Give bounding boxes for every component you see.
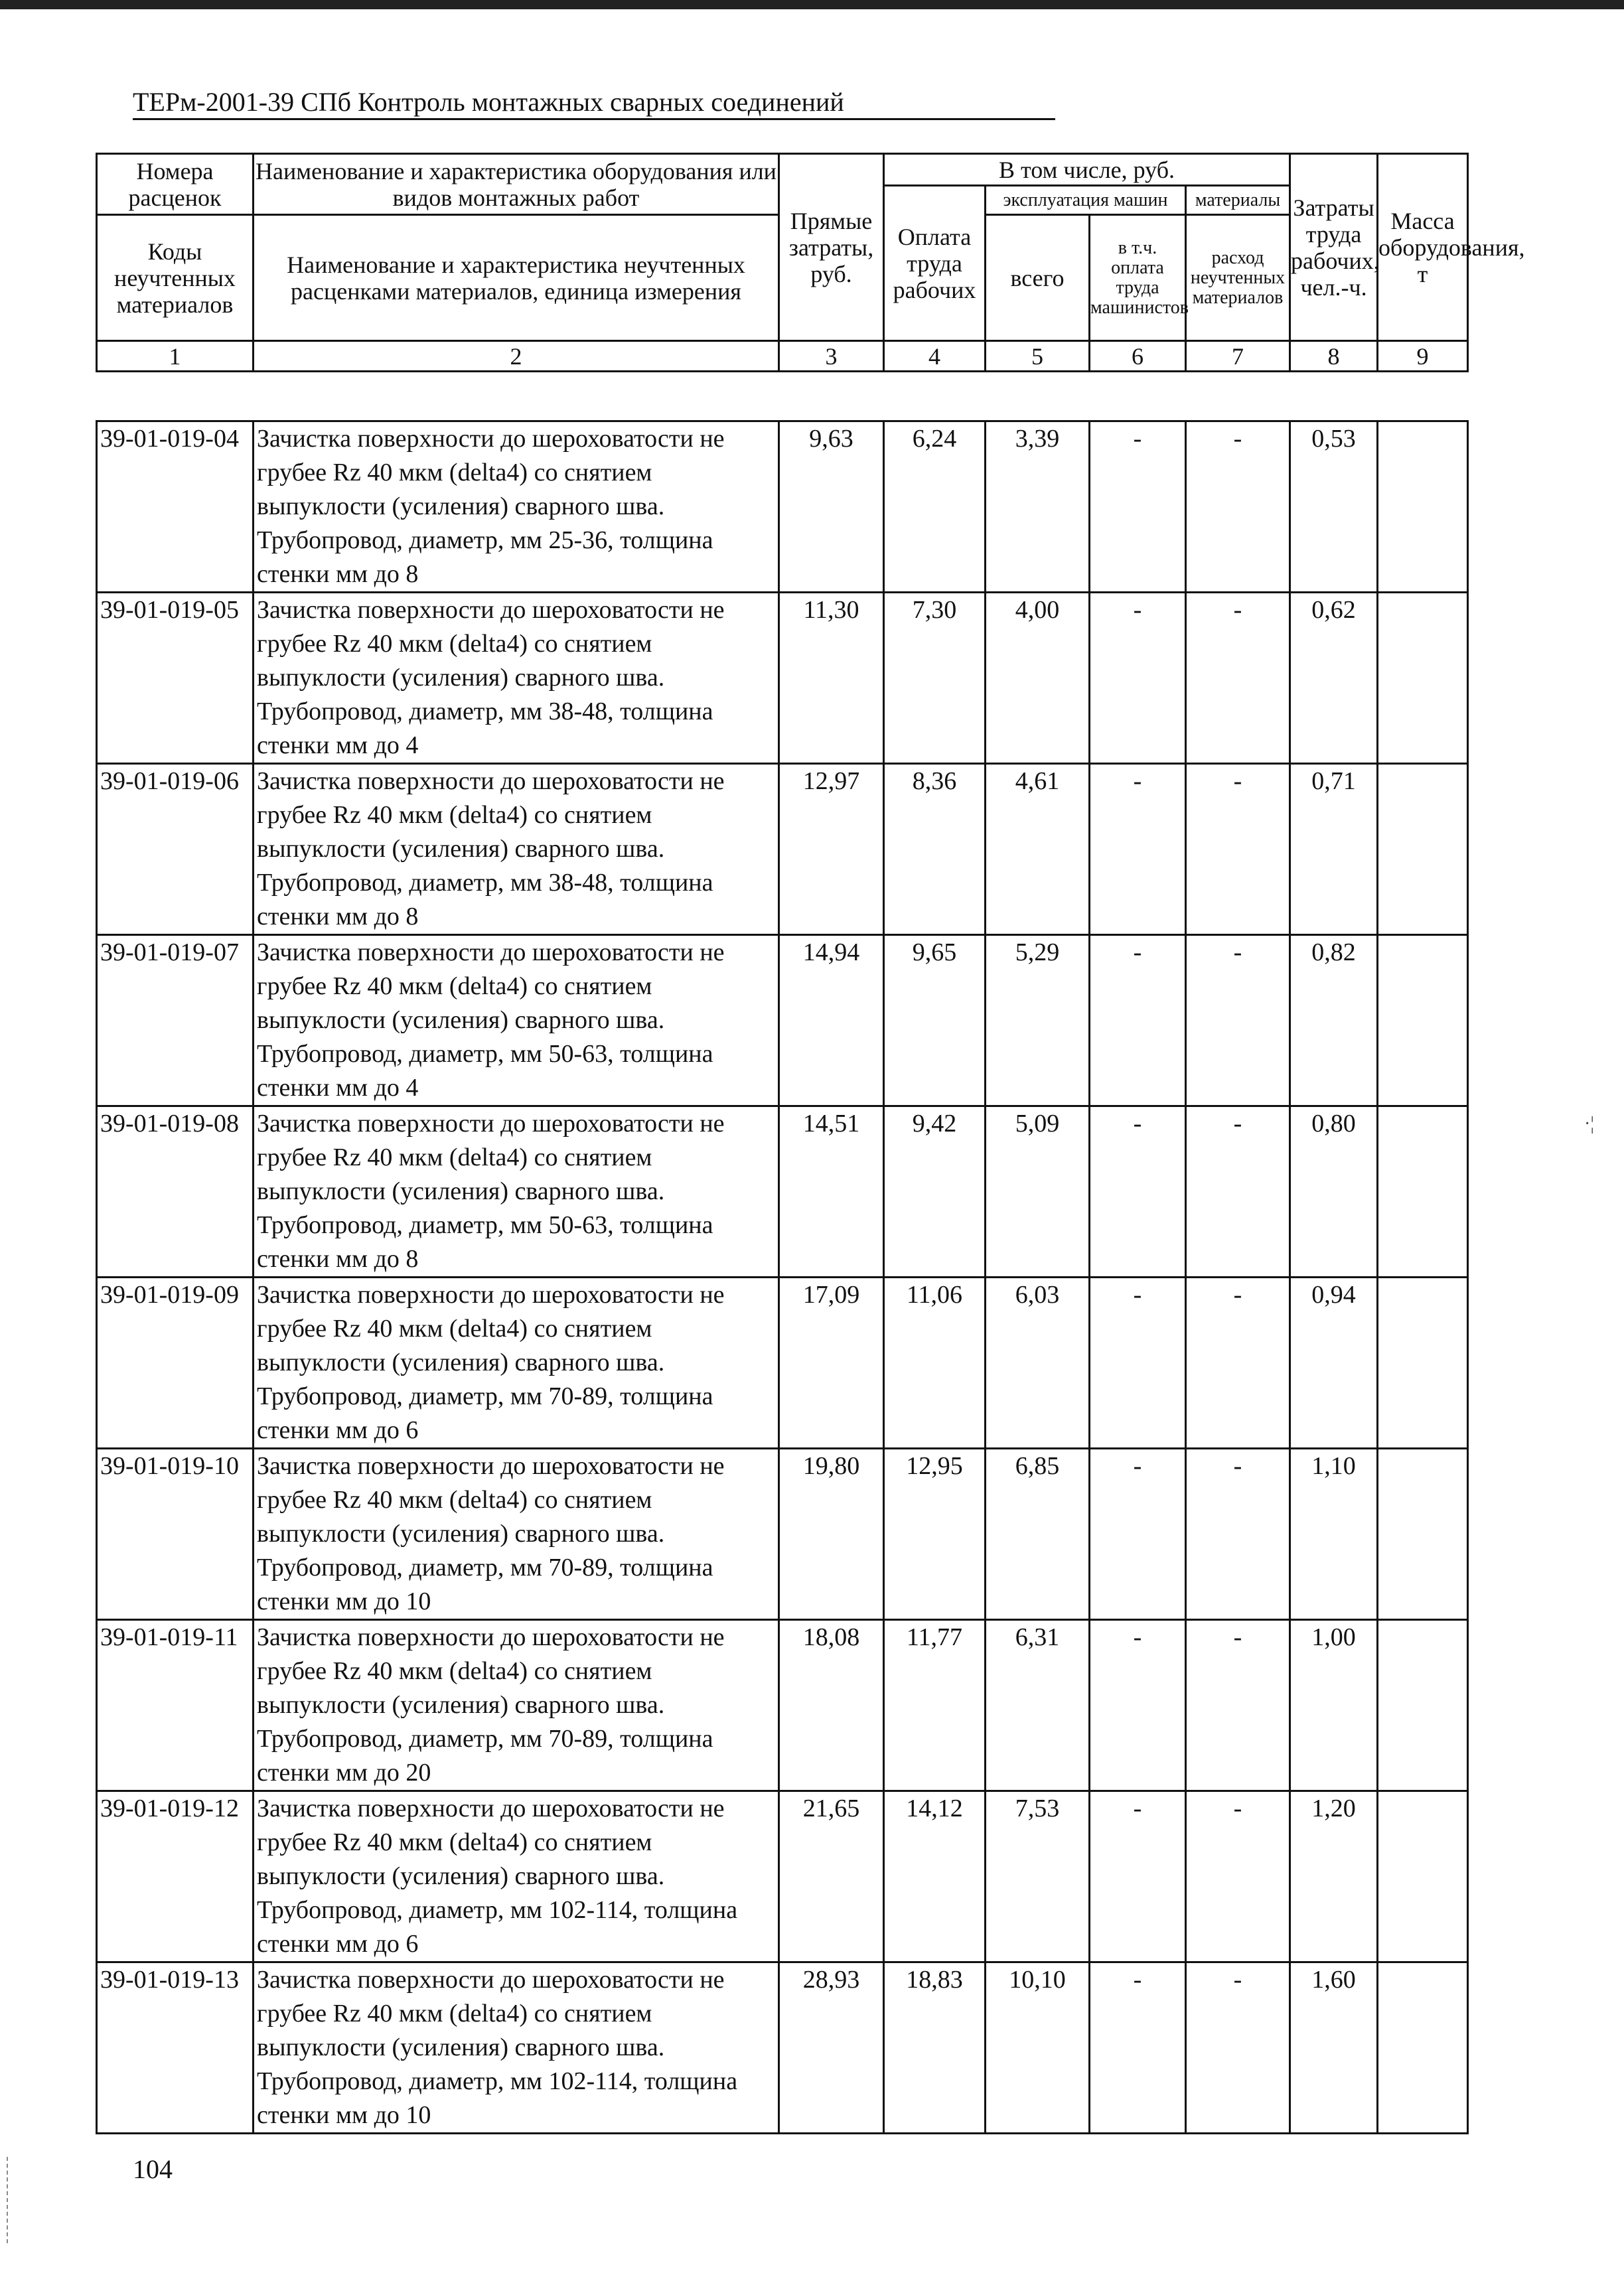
cell-materials: - — [1186, 1278, 1290, 1449]
cell-direct: 19,80 — [779, 1449, 884, 1620]
col-number: 2 — [254, 341, 779, 372]
col-number: 8 — [1290, 341, 1378, 372]
cell-materials: - — [1186, 1106, 1290, 1278]
cell-materials: - — [1186, 593, 1290, 764]
cell-operators: - — [1090, 421, 1186, 593]
cell-operators: - — [1090, 1278, 1186, 1449]
cell-hours: 1,10 — [1290, 1449, 1378, 1620]
col-number: 6 — [1090, 341, 1186, 372]
cell-labor: 18,83 — [884, 1962, 986, 2134]
cell-materials: - — [1186, 1791, 1290, 1962]
col-number: 9 — [1378, 341, 1468, 372]
cell-desc: Зачистка поверхности до шероховатости не грубее Rz 40 мкм (delta4) со снятием выпуклости (усиления) сварного шва. Трубопровод, диаметр, мм 102-114, толщина стенки мм до 10 — [254, 1962, 779, 2134]
cell-desc: Зачистка поверхности до шероховатости не грубее Rz 40 мкм (delta4) со снятием выпуклости (усиления) сварного шва. Трубопровод, диаметр, мм 25-36, толщина стенки мм до 8 — [254, 421, 779, 593]
cell-mass — [1378, 1278, 1468, 1449]
cell-materials: - — [1186, 935, 1290, 1106]
cell-hours: 0,82 — [1290, 935, 1378, 1106]
cell-mass — [1378, 1620, 1468, 1791]
cell-code: 39-01-019-04 — [97, 421, 254, 593]
table-row — [97, 1791, 1468, 1962]
header-materials-consumption: расход неучтенных материалов — [1186, 215, 1290, 341]
scan-mark: ·¦ — [1584, 1114, 1594, 1134]
cell-labor: 14,12 — [884, 1791, 986, 1962]
table-row — [97, 1962, 1468, 2134]
header-name-materials: Наименование и характеристика неучтенных расценками материалов, единица измерения — [254, 215, 779, 341]
cell-labor: 11,77 — [884, 1620, 986, 1791]
col-number: 7 — [1186, 341, 1290, 372]
cell-code: 39-01-019-12 — [97, 1791, 254, 1962]
header-labor-pay: Оплата труда рабочих — [884, 186, 986, 341]
cell-desc: Зачистка поверхности до шероховатости не грубее Rz 40 мкм (delta4) со снятием выпуклости (усиления) сварного шва. Трубопровод, диаметр, мм 70-89, толщина стенки мм до 10 — [254, 1449, 779, 1620]
cell-mass — [1378, 1449, 1468, 1620]
cell-hours: 1,60 — [1290, 1962, 1378, 2134]
cell-hours: 0,94 — [1290, 1278, 1378, 1449]
table-row — [97, 1449, 1468, 1620]
cell-direct: 18,08 — [779, 1620, 884, 1791]
cell-labor: 7,30 — [884, 593, 986, 764]
cell-machines: 7,53 — [986, 1791, 1090, 1962]
cell-machines: 3,39 — [986, 421, 1090, 593]
cell-code: 39-01-019-06 — [97, 764, 254, 935]
header-mass: Масса оборудования, т — [1378, 154, 1468, 341]
table-row — [97, 1278, 1468, 1449]
cell-machines: 6,31 — [986, 1620, 1090, 1791]
cell-operators: - — [1090, 1106, 1186, 1278]
col-number: 1 — [97, 341, 254, 372]
cell-direct: 11,30 — [779, 593, 884, 764]
cell-desc: Зачистка поверхности до шероховатости не грубее Rz 40 мкм (delta4) со снятием выпуклости (усиления) сварного шва. Трубопровод, диаметр, мм 70-89, толщина стенки мм до 20 — [254, 1620, 779, 1791]
cell-operators: - — [1090, 1620, 1186, 1791]
cell-machines: 4,61 — [986, 764, 1090, 935]
cell-desc: Зачистка поверхности до шероховатости не грубее Rz 40 мкм (delta4) со снятием выпуклости (усиления) сварного шва. Трубопровод, диаметр, мм 102-114, толщина стенки мм до 6 — [254, 1791, 779, 1962]
cell-desc: Зачистка поверхности до шероховатости не грубее Rz 40 мкм (delta4) со снятием выпуклости (усиления) сварного шва. Трубопровод, диаметр, мм 50-63, толщина стенки мм до 8 — [254, 1106, 779, 1278]
cell-mass — [1378, 421, 1468, 593]
cell-labor: 11,06 — [884, 1278, 986, 1449]
header-materials: материалы — [1186, 186, 1290, 215]
cell-labor: 12,95 — [884, 1449, 986, 1620]
cell-direct: 14,94 — [779, 935, 884, 1106]
cell-code: 39-01-019-05 — [97, 593, 254, 764]
cell-operators: - — [1090, 1962, 1186, 2134]
cell-direct: 9,63 — [779, 421, 884, 593]
cell-mass — [1378, 764, 1468, 935]
table-row — [97, 593, 1468, 764]
cell-machines: 5,29 — [986, 935, 1090, 1106]
cell-mass — [1378, 1791, 1468, 1962]
cell-mass — [1378, 593, 1468, 764]
col-number: 4 — [884, 341, 986, 372]
header-machines: эксплуатация машин — [986, 186, 1186, 215]
cell-code: 39-01-019-11 — [97, 1620, 254, 1791]
cell-machines: 5,09 — [986, 1106, 1090, 1278]
cell-labor: 8,36 — [884, 764, 986, 935]
rates-table — [96, 420, 1469, 2134]
cell-code: 39-01-019-08 — [97, 1106, 254, 1278]
cell-materials: - — [1186, 764, 1290, 935]
cell-code: 39-01-019-10 — [97, 1449, 254, 1620]
cell-machines: 6,85 — [986, 1449, 1090, 1620]
cell-direct: 17,09 — [779, 1278, 884, 1449]
header-direct-costs: Прямые затраты, руб. — [779, 154, 884, 341]
cell-code: 39-01-019-07 — [97, 935, 254, 1106]
cell-labor: 9,42 — [884, 1106, 986, 1278]
header-codes: Номера расценок — [97, 154, 254, 215]
cell-machines: 6,03 — [986, 1278, 1090, 1449]
table-row — [97, 764, 1468, 935]
cell-materials: - — [1186, 1962, 1290, 2134]
cell-machines: 10,10 — [986, 1962, 1090, 2134]
cell-operators: - — [1090, 935, 1186, 1106]
top-border-line — [0, 0, 1624, 9]
cell-desc: Зачистка поверхности до шероховатости не грубее Rz 40 мкм (delta4) со снятием выпуклости (усиления) сварного шва. Трубопровод, диаметр, мм 38-48, толщина стенки мм до 8 — [254, 764, 779, 935]
cell-operators: - — [1090, 593, 1186, 764]
cell-mass — [1378, 935, 1468, 1106]
header-name: Наименование и характеристика оборудования или видов монтажных работ — [254, 154, 779, 215]
cell-hours: 1,00 — [1290, 1620, 1378, 1791]
cell-mass — [1378, 1106, 1468, 1278]
cell-operators: - — [1090, 1791, 1186, 1962]
col-number: 5 — [986, 341, 1090, 372]
cell-materials: - — [1186, 421, 1290, 593]
cell-code: 39-01-019-09 — [97, 1278, 254, 1449]
cell-mass — [1378, 1962, 1468, 2134]
cell-operators: - — [1090, 764, 1186, 935]
header-codes-materials: Коды неучтенных материалов — [97, 215, 254, 341]
cell-hours: 0,62 — [1290, 593, 1378, 764]
cell-labor: 6,24 — [884, 421, 986, 593]
cell-desc: Зачистка поверхности до шероховатости не грубее Rz 40 мкм (delta4) со снятием выпуклости (усиления) сварного шва. Трубопровод, диаметр, мм 50-63, толщина стенки мм до 4 — [254, 935, 779, 1106]
cell-hours: 0,80 — [1290, 1106, 1378, 1278]
cell-hours: 1,20 — [1290, 1791, 1378, 1962]
table-row — [97, 935, 1468, 1106]
table-row — [97, 1106, 1468, 1278]
cell-hours: 0,53 — [1290, 421, 1378, 593]
cell-direct: 14,51 — [779, 1106, 884, 1278]
scan-dashes — [7, 2157, 12, 2243]
cell-code: 39-01-019-13 — [97, 1962, 254, 2134]
cell-materials: - — [1186, 1449, 1290, 1620]
cell-materials: - — [1186, 1620, 1290, 1791]
header-operators-pay: в т.ч. оплата труда машинистов — [1090, 215, 1186, 341]
header-in-total: В том числе, руб. — [884, 154, 1290, 186]
table-row — [97, 421, 1468, 593]
cell-direct: 28,93 — [779, 1962, 884, 2134]
cell-operators: - — [1090, 1449, 1186, 1620]
cell-machines: 4,00 — [986, 593, 1090, 764]
cell-labor: 9,65 — [884, 935, 986, 1106]
cell-direct: 12,97 — [779, 764, 884, 935]
cell-desc: Зачистка поверхности до шероховатости не грубее Rz 40 мкм (delta4) со снятием выпуклости (усиления) сварного шва. Трубопровод, диаметр, мм 70-89, толщина стенки мм до 6 — [254, 1278, 779, 1449]
page-number: 104 — [133, 2154, 173, 2184]
table-row — [97, 1620, 1468, 1791]
cell-hours: 0,71 — [1290, 764, 1378, 935]
page-title: ТЕРм-2001-39 СПб Контроль монтажных сварных соединений — [133, 86, 1055, 120]
col-number: 3 — [779, 341, 884, 372]
header-machines-total: всего — [986, 215, 1090, 341]
cell-desc: Зачистка поверхности до шероховатости не грубее Rz 40 мкм (delta4) со снятием выпуклости (усиления) сварного шва. Трубопровод, диаметр, мм 38-48, толщина стенки мм до 4 — [254, 593, 779, 764]
table-header — [96, 153, 1525, 372]
header-labor-hours: Затраты труда рабочих, чел.-ч. — [1290, 154, 1378, 341]
cell-direct: 21,65 — [779, 1791, 884, 1962]
